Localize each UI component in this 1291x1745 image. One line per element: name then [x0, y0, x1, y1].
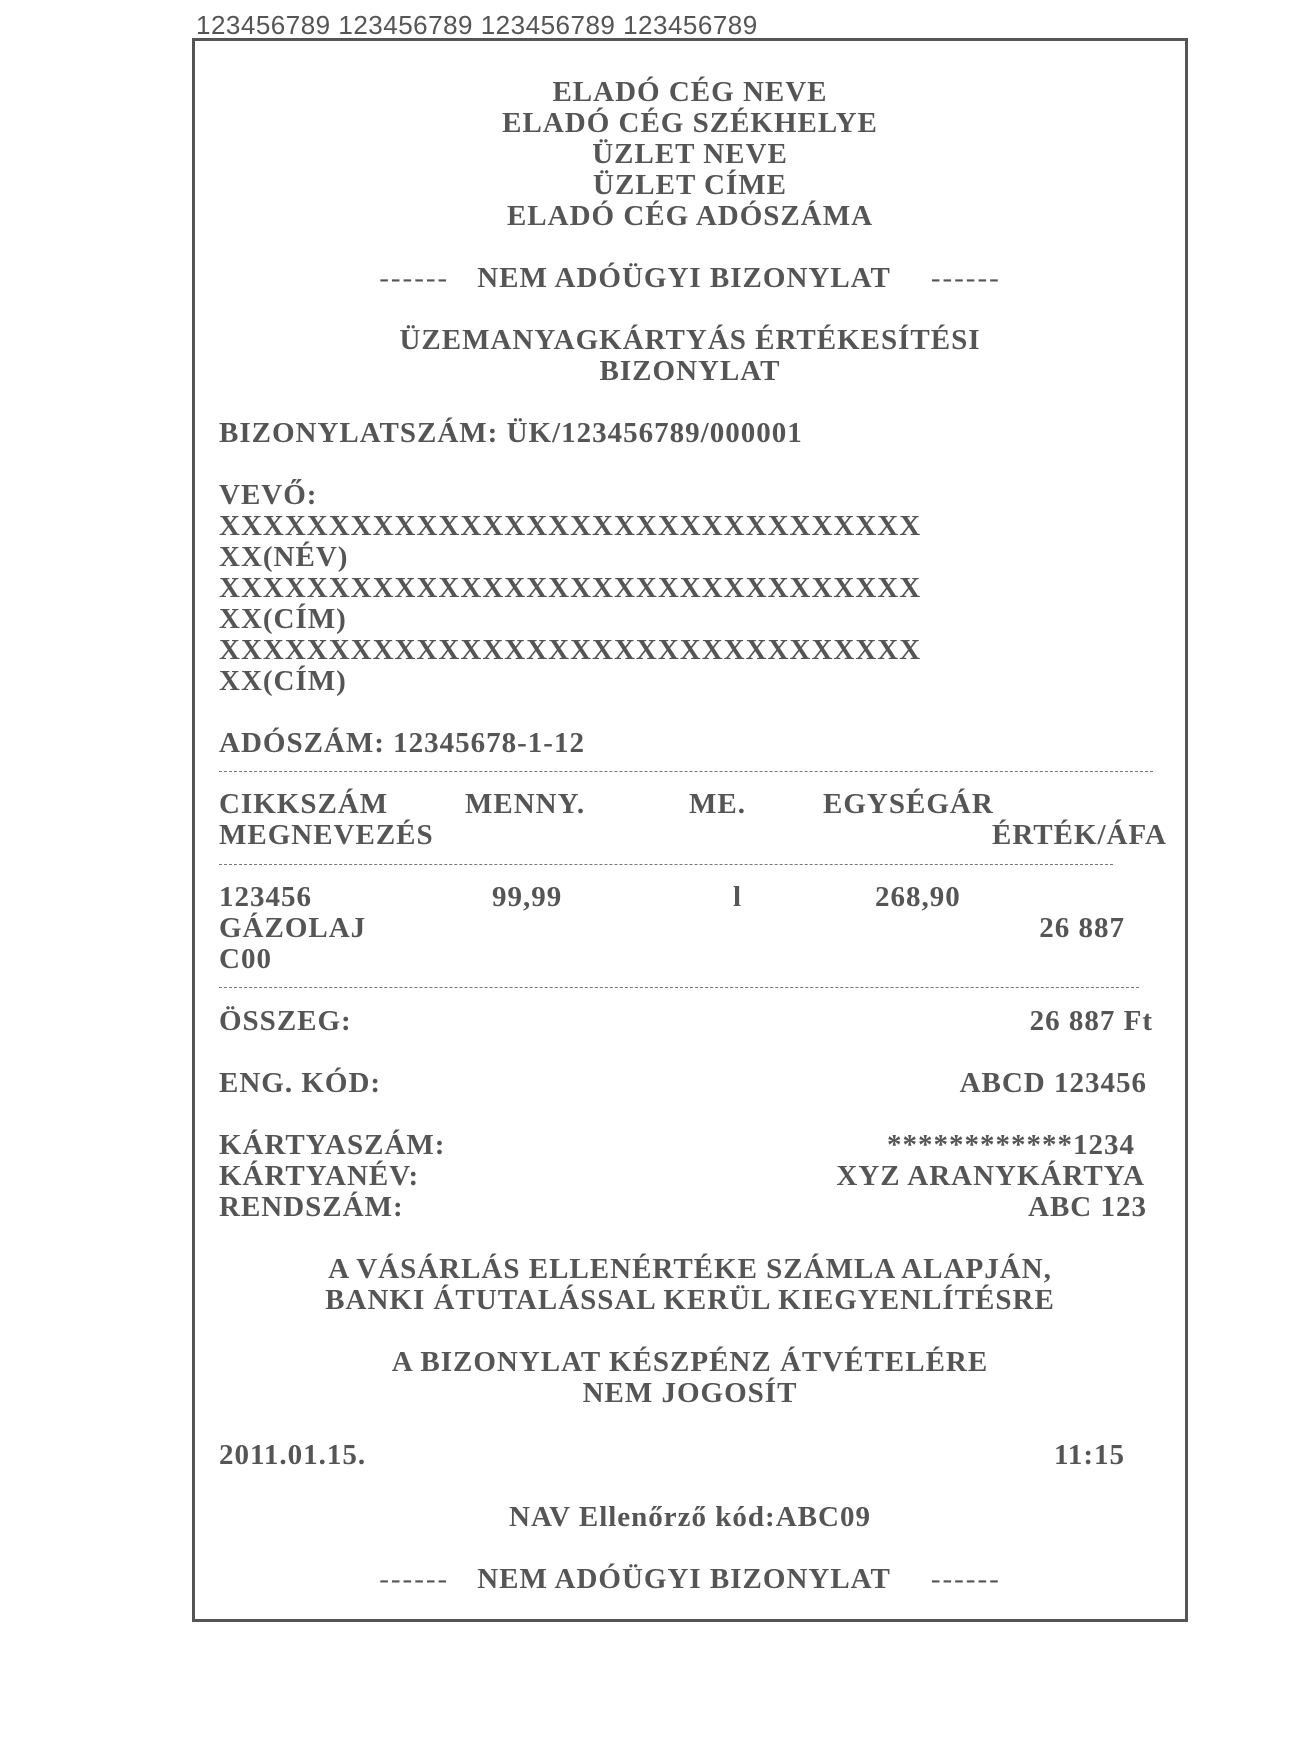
buyer-address2-line: XXXXXXXXXXXXXXXXXXXXXXXXXXXXXXXX: [219, 634, 922, 666]
item-name: GÁZOLAJ: [219, 912, 367, 944]
col-qty-header: MENNY.: [465, 788, 586, 820]
auth-label: ENG. KÓD:: [219, 1067, 382, 1099]
footer-dashes-right: ------: [930, 1563, 1001, 1595]
buyer-name-suffix: XX(NÉV): [219, 541, 349, 573]
col-value-header: ÉRTÉK/ÁFA: [991, 819, 1167, 851]
separator: [219, 864, 1113, 865]
total-value: 26 887 Ft: [1029, 1005, 1153, 1037]
shop-name: ÜZLET NEVE: [592, 138, 788, 170]
separator: [219, 771, 1153, 772]
item-vat-code: C00: [219, 943, 272, 975]
plate-label: RENDSZÁM:: [219, 1191, 404, 1223]
separator: [219, 987, 1139, 988]
item-quantity: 99,99: [492, 881, 563, 913]
footer-dashes-left: ------: [379, 1563, 450, 1595]
card-name-value: XYZ ARANYKÁRTYA: [836, 1160, 1145, 1192]
nav-control-code: NAV Ellenőrző kód:ABC09: [509, 1501, 871, 1533]
card-number-label: KÁRTYASZÁM:: [219, 1129, 446, 1161]
column-ruler: 123456789 123456789 123456789 123456789: [196, 10, 758, 40]
buyer-name-line: XXXXXXXXXXXXXXXXXXXXXXXXXXXXXXXX: [219, 510, 922, 542]
doc-number: BIZONYLATSZÁM: ÜK/123456789/000001: [219, 417, 803, 449]
auth-code: ABCD 123456: [959, 1067, 1147, 1099]
col-item-header: CIKKSZÁM: [219, 788, 389, 820]
cash-note-line2: NEM JOGOSÍT: [582, 1377, 798, 1409]
doc-title-line2: BIZONYLAT: [599, 355, 781, 387]
total-label: ÖSSZEG:: [219, 1005, 352, 1037]
item-unit-price: 268,90: [875, 881, 961, 913]
banner-bottom: [195, 1564, 1185, 1595]
company-seat: ELADÓ CÉG SZÉKHELYE: [502, 107, 878, 139]
buyer-address2-suffix: XX(CÍM): [219, 665, 347, 697]
payment-note-line2: BANKI ÁTUTALÁSSAL KERÜL KIEGYENLÍTÉSRE: [325, 1284, 1055, 1316]
shop-address: ÜZLET CÍME: [593, 169, 787, 201]
item-code: 123456: [219, 881, 312, 913]
buyer-label: VEVŐ:: [219, 479, 318, 511]
banner-text: NEM ADÓÜGYI BIZONYLAT: [477, 262, 891, 294]
card-number-value: ************1234: [887, 1129, 1135, 1161]
banner-top: [195, 263, 1185, 294]
col-price-header: EGYSÉGÁR: [823, 788, 994, 820]
receipt-time: 11:15: [1053, 1439, 1125, 1471]
tax-number: ADÓSZÁM: 12345678-1-12: [219, 727, 585, 759]
receipt: [192, 38, 1188, 1622]
doc-title-line1: ÜZEMANYAGKÁRTYÁS ÉRTÉKESÍTÉSI: [399, 324, 981, 356]
banner-dashes-left: ------: [379, 262, 450, 294]
col-name-header: MEGNEVEZÉS: [219, 819, 434, 851]
footer-banner-text: NEM ADÓÜGYI BIZONYLAT: [477, 1563, 891, 1595]
card-name-label: KÁRTYANÉV:: [219, 1160, 420, 1192]
company-tax-number: ELADÓ CÉG ADÓSZÁMA: [506, 200, 874, 232]
cash-note-line1: A BIZONYLAT KÉSZPÉNZ ÁTVÉTELÉRE: [391, 1346, 989, 1378]
item-unit: l: [733, 881, 743, 913]
banner-dashes-right: ------: [930, 262, 1001, 294]
receipt-date: 2011.01.15.: [219, 1439, 367, 1471]
buyer-address-suffix: XX(CÍM): [219, 603, 347, 635]
item-value: 26 887: [1039, 912, 1125, 944]
plate-value: ABC 123: [1028, 1191, 1147, 1223]
payment-note-line1: A VÁSÁRLÁS ELLENÉRTÉKE SZÁMLA ALAPJÁN,: [328, 1253, 1052, 1285]
buyer-address-line: XXXXXXXXXXXXXXXXXXXXXXXXXXXXXXXX: [219, 572, 922, 604]
company-name: ELADÓ CÉG NEVE: [552, 76, 828, 108]
col-unit-header: ME.: [689, 788, 746, 820]
